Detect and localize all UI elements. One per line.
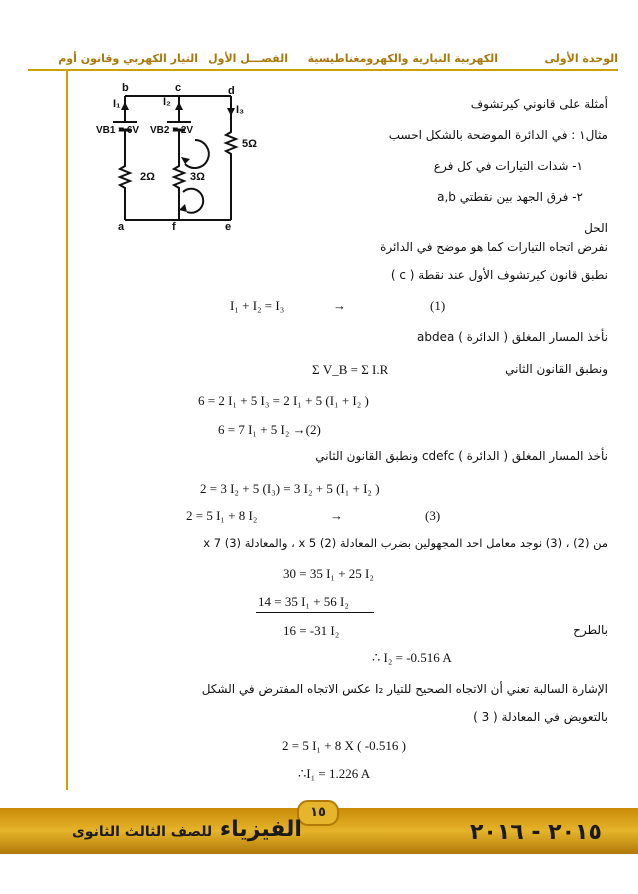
question-1: ١- شدات التيارات في كل فرع [433,159,583,173]
battery-1-label: VB1 = 6V [96,125,140,136]
header-unit-topic: الكهربية التيارية والكهرومغناطيسية [307,52,498,65]
equation-2b: 6 = 7 I₁ + 5 I₂ →(2) [218,422,321,437]
loop-arrow-1 [185,140,209,168]
node-a-label: a [118,221,125,233]
equation-1-arrow: → [333,298,346,313]
assumption-text: نفرض اتجاه التيارات كما هو موضح في الدائرة [380,240,608,254]
elimination-text: من (2) ، (3) نوجد معامل احد المجهولين بضرب المعادلة (2) x 5 ، والمعادلة (3) x 7 [203,536,608,550]
examples-heading: أمثلة على قانوني كيرتشوف [470,97,608,111]
current-i2-label: I₂ [163,96,171,108]
subtract-label: بالطرح [573,623,608,637]
equation-1-tag: (1) [430,298,446,313]
equation-5: 14 = 35 I₁ + 56 I₂ [258,594,349,609]
equation-1: I₁ + I₂ = I₃ [230,298,285,313]
page-footer [0,800,638,894]
node-f-label: f [172,221,176,233]
current-i1-label: I₁ [113,98,121,110]
equation-6: 16 = -31 I₂ [283,623,340,638]
header-chapter: الفصـــل الأول [208,52,288,65]
footer-grade: للصف الثالث الثانوى [72,824,213,840]
apply-second-law-text: ونطبق القانون الثاني [505,362,608,376]
loop-abdea-text: نأخذ المسار المغلق ( الدائرة ) abdea [417,330,608,344]
subtraction-rule [256,612,374,613]
equation-8: 2 = 5 I₁ + 8 X ( -0.516 ) [282,738,406,753]
apply-first-law-text: نطبق قانون كيرتشوف الأول عند نقطة ( c ) [390,268,608,282]
node-b-label: b [122,82,129,94]
node-c-label: c [175,82,182,94]
circuit-diagram [95,80,275,235]
footer-years: ٢٠١٥ - ٢٠١٦ [470,820,602,845]
current-i3-label: I₃ [236,104,245,116]
page-header [28,52,618,70]
equation-3-arrow: → [330,508,343,523]
example-1-title: مثال١ : في الدائرة الموضحة بالشكل احسب [388,128,608,142]
footer-subject: الفيزياء [219,817,302,842]
equation-9: ∴I₁ = 1.226 A [298,766,371,781]
second-law-formula: Σ V_B = Σ I.R [312,362,389,377]
substitution-text: بالتعويض في المعادلة ( 3 ) [473,710,608,724]
loop-cdefc-text: نأخذ المسار المغلق ( الدائرة ) cdefc ونطبق القانون الثاني [315,449,608,463]
resistor-2ohm [120,162,130,220]
resistor-5ohm [226,128,236,220]
battery-2-label: VB2 = 2V [150,125,194,136]
arrow-loop-1 [181,157,190,164]
header-chapter-topic: التيار الكهربي وقانون أوم [58,52,198,65]
node-d-label: d [228,85,235,97]
page-number: ١٥ [297,800,339,826]
resistor-3ohm-label: 3Ω [190,171,205,183]
question-2: ٢- فرق الجهد بين نقطتي a,b [437,190,583,204]
resistor-2ohm-label: 2Ω [140,171,155,183]
negative-sign-note: الإشارة السالبة تعني أن الاتجاه الصحيح للتيار I₂ عكس الاتجاه المفترض في الشكل [201,682,608,696]
equation-3a: 2 = 3 I₂ + 5 (I₃) = 3 I₂ + 5 (I₁ + I₂ ) [200,481,380,496]
solution-heading: الحل [584,221,608,235]
arrow-i3 [227,108,235,116]
arrow-i2 [175,102,183,110]
equation-2a: 6 = 2 I₁ + 5 I₃ = 2 I₁ + 5 (I₁ + I₂ ) [198,393,369,408]
resistor-5ohm-label: 5Ω [242,138,257,150]
equation-7: ∴ I₂ = -0.516 A [372,650,452,665]
footer-title [72,817,302,842]
equation-3-tag: (3) [425,508,441,523]
header-unit: الوحدة الأولى [544,52,618,65]
resistor-3ohm [174,162,184,220]
arrow-loop-2 [179,204,187,212]
equation-4: 30 = 35 I₁ + 25 I₂ [283,566,374,581]
node-e-label: e [225,221,232,233]
arrow-i1 [121,102,129,110]
equation-3b: 2 = 5 I₁ + 8 I₂ [186,508,258,523]
